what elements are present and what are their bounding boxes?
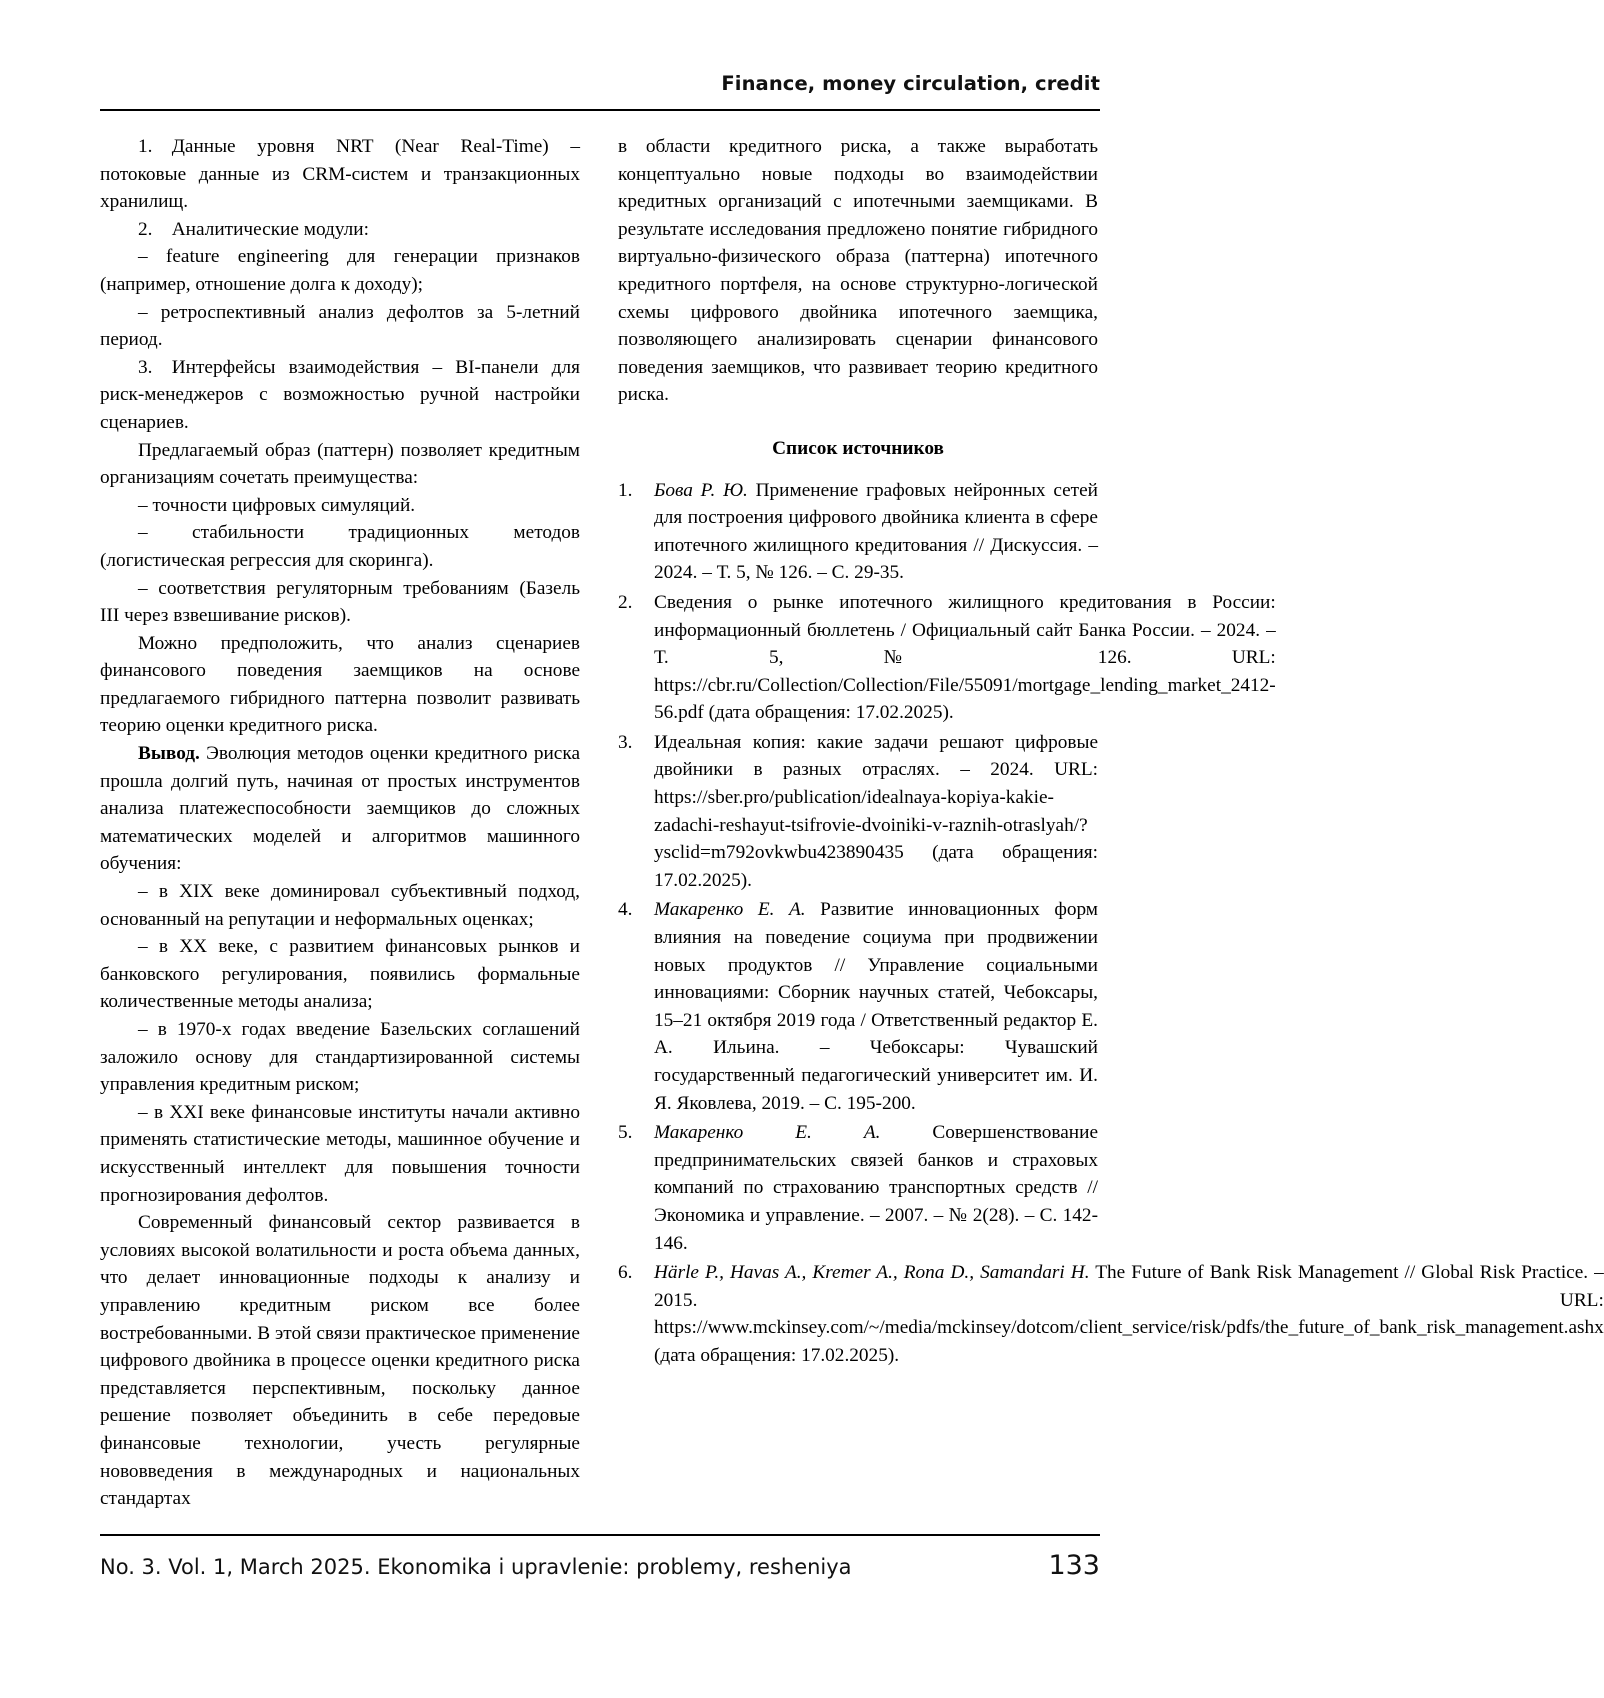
reference-number: 2. bbox=[618, 591, 633, 613]
reference-body: Идеальная копия: какие задачи решают цифровые двойники в разных отраслях. – 2024. URL: https://sber.pro/publication/idealnaya-kopiya-kakie-zadachi-reshayut-tsifrovie-dvoiniki-v-raznih-otraslyah/?ysclid=m792ovkwbu423890435 (дата обращения: 17.02.2025). bbox=[654, 731, 1098, 891]
page-footer bbox=[100, 1536, 1100, 1581]
reference-author: Макаренко Е. А. bbox=[654, 1122, 881, 1144]
paragraph: 1. Данные уровня NRT (Near Real-Time) – потоковые данные из CRM-систем и транзакционных хранилищ. bbox=[100, 136, 580, 213]
reference-number: 3. bbox=[618, 731, 633, 753]
paragraph: – в XX веке, с развитием финансовых рынков и банковского регулирования, появились формальные количественные методы анализа; bbox=[100, 936, 580, 1013]
reference-text bbox=[654, 477, 1098, 587]
left-column bbox=[100, 133, 580, 1518]
header-rule bbox=[100, 109, 1100, 111]
paragraph: – точности цифровых симуляций. bbox=[138, 494, 416, 516]
two-column-body bbox=[100, 133, 1604, 1518]
reference-author: Бова Р. Ю. bbox=[654, 479, 748, 501]
reference-item bbox=[618, 729, 1098, 895]
reference-item bbox=[618, 477, 1098, 587]
reference-body: Совершенствование предпринимательских связей банков и страховых компаний по страхованию транспортных средств // Экономика и управление. – 2007. – № 2(28). – С. 142-146. bbox=[654, 1122, 1098, 1254]
reference-number: 5. bbox=[618, 1122, 633, 1144]
reference-body: The Future of Bank Risk Management // Global Risk Practice. – 2015. URL: https://www.mckinsey.com/~/media/mckinsey/dotcom/client_service/risk/pdfs/the_future_of_bank_risk_management.ashx (дата обращения: 17.02.2025). bbox=[654, 1262, 1604, 1366]
running-header: Finance, money circulation, credit bbox=[721, 72, 1100, 95]
paragraph: 2. Аналитические модули: bbox=[138, 218, 369, 240]
references-heading: Список источников bbox=[772, 437, 944, 459]
reference-item bbox=[618, 589, 1276, 727]
paragraph: – в XXI веке финансовые институты начали активно применять статистические методы, машинное обучение и искусственный интеллект для повышения точности прогнозирования дефолтов. bbox=[100, 1101, 580, 1206]
paragraph: Можно предположить, что анализ сценариев финансового поведения заемщиков на основе предлагаемого гибридного паттерна позволит развивать теорию оценки кредитного риска. bbox=[100, 632, 580, 737]
reference-text bbox=[654, 896, 1098, 1117]
paragraph: – feature engineering для генерации признаков (например, отношение долга к доходу); bbox=[100, 246, 580, 295]
paragraph: – в XIX веке доминировал субъективный подход, основанный на репутации и неформальных оценках; bbox=[100, 881, 580, 930]
reference-author: Макаренко Е. А. bbox=[654, 899, 806, 921]
paragraph: Современный финансовый сектор развивается в условиях высокой волатильности и роста объема данных, что делает инновационные подходы к анализу и управлению кредитным риском все более востребованными. В этой связи практическое применение цифрового двойника в процессе оценки кредитного риска представляется перспективным, поскольку данное решение позволяет объединить в себе передовые финансовые технологии, учесть регулярные нововведения в международных и национальных стандартах bbox=[100, 1212, 580, 1510]
reference-item bbox=[618, 1119, 1098, 1257]
right-column bbox=[618, 133, 1604, 1518]
paragraph: – соответствия регуляторным требованиям (Базель III через взвешивание рисков). bbox=[100, 577, 580, 627]
reference-item bbox=[618, 896, 1098, 1117]
reference-text bbox=[654, 1119, 1098, 1257]
conclusion-label: Вывод. bbox=[138, 743, 200, 765]
reference-text bbox=[654, 589, 1276, 727]
paragraph: – стабильности традиционных методов (логистическая регрессия для скоринга). bbox=[100, 522, 580, 571]
reference-text bbox=[654, 729, 1098, 895]
reference-number: 6. bbox=[618, 1262, 633, 1284]
reference-body: Развитие инновационных форм влияния на поведение социума при продвижении новых продуктов // Управление социальными инновациями: Сборник научных статей, Чебоксары, 15–21 октября 2019 года / Ответственный редактор Е. А. Ильина. – Чебоксары: Чувашский государственный педагогический университет им. И. Я. Яковлева, 2019. – С. 195-200. bbox=[654, 899, 1099, 1114]
paragraph: 3. Интерфейсы взаимодействия – BI-панели для риск-менеджеров с возможностью ручной настройки сценариев. bbox=[100, 356, 580, 433]
reference-number: 4. bbox=[618, 899, 633, 921]
reference-text bbox=[654, 1259, 1604, 1369]
paragraph: Предлагаемый образ (паттерн) позволяет кредитным организациям сочетать преимущества: bbox=[100, 439, 580, 489]
paragraph: – в 1970-х годах введение Базельских соглашений заложило основу для стандартизированной системы управления кредитным риском; bbox=[100, 1019, 580, 1096]
reference-number: 1. bbox=[618, 479, 633, 501]
paragraph: – ретроспективный анализ дефолтов за 5-летний период. bbox=[100, 301, 580, 351]
reference-author: Härle P., Havas A., Kremer A., Rona D., Samandari H. bbox=[654, 1262, 1090, 1284]
conclusion-text: Эволюция методов оценки кредитного риска прошла долгий путь, начиная от простых инструментов анализа платежеспособности заемщиков до сложных математических моделей и алгоритмов машинного обучения: bbox=[100, 743, 580, 875]
reference-body: Применение графовых нейронных сетей для построения цифрового двойника клиента в сфере ипотечного жилищного кредитования // Дискуссия. – 2024. – Т. 5, № 126. – С. 29-35. bbox=[654, 479, 1098, 584]
conclusion-paragraph bbox=[100, 740, 580, 878]
footer-citation: No. 3. Vol. 1, March 2025. Ekonomika i upravlenie: problemy, resheniya bbox=[100, 1555, 852, 1579]
paragraph-continuation: в области кредитного риска, а также выработать концептуально новые подходы во взаимодействии кредитных организаций с ипотечными заемщиками. В результате исследования предложено понятие гибридного виртуально-физического образа (паттерна) ипотечного кредитного портфеля, на основе структурно-логической схемы цифрового двойника ипотечного заемщика, позволяющего анализировать сценарии финансового поведения заемщиков, что развивает теорию кредитного риска. bbox=[618, 136, 1098, 406]
reference-item bbox=[618, 1259, 1604, 1369]
page-number: 133 bbox=[1048, 1550, 1100, 1581]
reference-body: Сведения о рынке ипотечного жилищного кредитования в России: информационный бюллетень / Официальный сайт Банка России. – 2024. – Т. 5, № 126. URL: https://cbr.ru/Collection/Collection/File/55091/mortgage_lending_market_2412-56.pdf (дата обращения: 17.02.2025). bbox=[654, 591, 1276, 724]
